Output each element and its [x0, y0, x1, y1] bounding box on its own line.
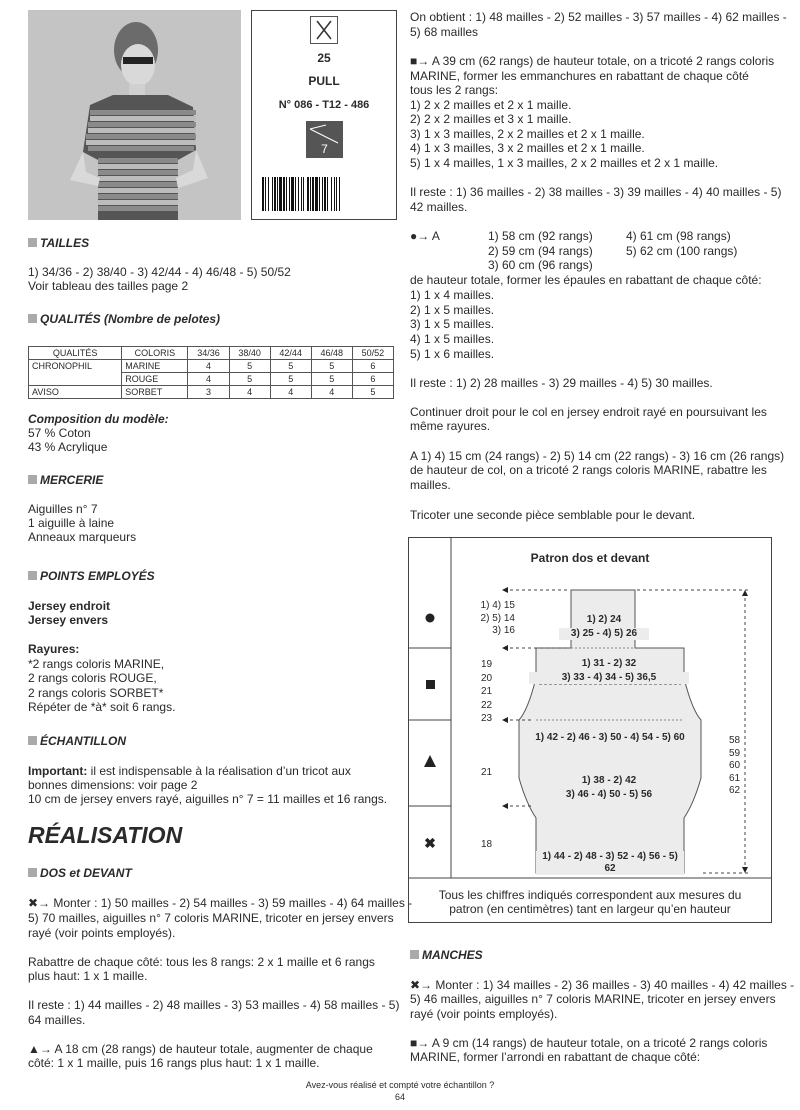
height-label: 20 — [481, 672, 493, 684]
table-cell — [29, 373, 122, 386]
height-labels-mid — [481, 658, 492, 726]
sizes-list: 1) 34/36 - 2) 38/40 - 3) 42/44 - 4) 46/48 - 5) 50/52 — [28, 265, 291, 279]
mercerie-item: Anneaux marqueurs — [28, 530, 137, 544]
instruction-line: Tricoter une seconde pièce semblable pour le devant. — [410, 508, 696, 522]
col-header: 46/48 — [311, 347, 352, 360]
composition-cotton: 57 % Coton — [28, 426, 91, 440]
instruction-line: Il reste : 1) 36 mailles - 2) 38 mailles - 3) 39 mailles - 4) 40 mailles - 5) — [410, 185, 782, 199]
col-header: 42/44 — [270, 347, 311, 360]
stripe-rule: 2 rangs coloris ROUGE, — [28, 671, 157, 685]
model-illustration — [28, 10, 241, 220]
instruction-line: Il reste : 1) 44 mailles - 2) 48 mailles - 3) 53 mailles - 4) 58 mailles - 5) — [28, 998, 400, 1012]
instruction-line: de hauteur totale, former les épaules en rabattant de chaque côté: — [410, 273, 762, 287]
instruction-line: ✖→ Monter : 1) 50 mailles - 2) 54 mailles - 3) 59 mailles - 4) 64 mailles - — [28, 896, 413, 910]
gauge-important — [28, 764, 394, 779]
height-label: 61 — [729, 772, 741, 784]
height-label: 18 — [481, 839, 493, 850]
instruction-line: ■→ A 9 cm (14 rangs) de hauteur totale, on a tricoté 2 rangs coloris — [410, 1036, 768, 1050]
height-label: 2) 5) 14 — [480, 612, 515, 624]
stitch-name: Jersey endroit — [28, 599, 111, 613]
gauge-text: bonnes dimensions: voir page 2 — [28, 778, 198, 792]
table-cell: 6 — [352, 373, 393, 386]
pattern-diagram — [408, 537, 772, 923]
height-label: 62 — [729, 785, 741, 796]
col-header: QUALITÉS — [29, 347, 122, 360]
instruction-line: rayé (voir points employés). — [28, 926, 176, 940]
caption-line: Tous les chiffres indiqués correspondent aux mesures du — [438, 888, 742, 902]
instruction-line: Il reste : 1) 2) 28 mailles - 3) 29 mailles - 4) 5) 30 mailles. — [410, 376, 713, 390]
footer-note: Avez-vous réalisé et compté votre échantillon ? — [305, 1080, 495, 1090]
height-label: 23 — [481, 713, 493, 724]
table-cell: 5 — [270, 373, 311, 386]
page-number: 64 — [394, 1092, 405, 1102]
important-label: Important: — [28, 764, 88, 778]
instruction-line: 3) 60 cm (96 rangs) — [488, 258, 593, 272]
table-row — [29, 360, 394, 373]
instruction-line: 5) 68 mailles — [410, 25, 479, 39]
instruction-line: A 1) 4) 15 cm (24 rangs) - 2) 5) 14 cm (22 rangs) - 3) 16 cm (26 rangs) — [410, 449, 785, 463]
barcode — [262, 177, 386, 211]
width-label: 3) 25 - 4) 5) 26 — [559, 628, 649, 640]
table-cell: 4 — [311, 386, 352, 399]
width-label: 3) 46 - 4) 50 - 5) 56 — [529, 789, 689, 801]
height-labels-top — [475, 600, 515, 638]
mercerie-item: Aiguilles n° 7 — [28, 502, 98, 516]
table-cell: 4 — [188, 360, 229, 373]
instruction-line: 1) 58 cm (92 rangs) — [488, 229, 593, 243]
circle-marker-icon — [426, 614, 435, 623]
instruction-line: 42 mailles. — [410, 200, 468, 214]
table-cell: 4 — [229, 386, 270, 399]
gauge-text: 10 cm de jersey envers rayé, aiguilles n° 7 = 11 mailles et 16 rangs. — [28, 792, 388, 806]
knitting-needles-icon — [310, 16, 338, 44]
garment-type: PULL — [308, 74, 340, 88]
col-header: 34/36 — [188, 347, 229, 360]
instruction-line: 5) 46 mailles, aiguilles n° 7 coloris MARINE, tricoter en jersey envers — [410, 992, 776, 1006]
width-label: 1) 2) 24 — [586, 614, 622, 625]
col-header: 50/52 — [352, 347, 393, 360]
height-label: 22 — [481, 699, 493, 711]
width-label: 1) 31 - 2) 32 — [581, 658, 637, 669]
table-cell: 5 — [270, 360, 311, 373]
width-label: 1) 42 - 2) 46 - 3) 50 - 4) 54 - 5) 60 — [522, 732, 698, 744]
table-cell: ROUGE — [122, 373, 188, 386]
height-label: 1) 4) 15 — [480, 600, 515, 611]
needle-size: 7 — [321, 142, 328, 156]
composition-title: Composition du modèle: — [28, 412, 169, 426]
stripe-rule: *2 rangs coloris MARINE, — [28, 657, 165, 671]
instruction-line: tous les 2 rangs: — [410, 83, 499, 97]
instruction-line: MARINE, former l’arrondi en rabattant de chaque côté: — [410, 1050, 701, 1064]
manches-heading: MANCHES — [410, 948, 483, 962]
instruction-line: 2) 59 cm (94 rangs) — [488, 244, 593, 258]
pattern-caption — [409, 888, 771, 916]
table-cell: MARINE — [122, 360, 188, 373]
pattern-title: Patron dos et devant — [530, 551, 650, 565]
col-header: COLORIS — [122, 347, 188, 360]
pattern-number: 25 — [317, 51, 331, 65]
instruction-line: rayé (voir points employés). — [410, 1007, 558, 1021]
table-row — [29, 386, 394, 399]
table-cell: 3 — [188, 386, 229, 399]
instruction-line: de hauteur de col, on a tricoté 2 rangs coloris MARINE, rabattre les — [410, 463, 767, 477]
instruction-line: 64 mailles. — [28, 1013, 86, 1027]
width-label: 3) 33 - 4) 34 - 5) 36,5 — [529, 672, 689, 684]
instruction-line: 5) 62 cm (100 rangs) — [626, 244, 738, 258]
instruction-line: 4) 1 x 3 mailles, 3 x 2 mailles et 2 x 1 maille. — [410, 141, 645, 155]
height-label: 3) 16 — [492, 625, 515, 636]
table-cell: SORBET — [122, 386, 188, 399]
reference-box — [251, 10, 397, 220]
points-heading: POINTS EMPLOYÉS — [28, 569, 155, 583]
instruction-line: ●→ A — [410, 229, 440, 243]
rayures-title: Rayures: — [28, 642, 80, 656]
instruction-line: 1) 1 x 4 mailles. — [410, 288, 495, 302]
cross-marker-icon: ✖ — [424, 835, 436, 851]
instruction-line: ■→ A 39 cm (62 rangs) de hauteur totale, on a tricoté 2 rangs coloris — [410, 54, 775, 68]
sizes-note: Voir tableau des tailles page 2 — [28, 279, 189, 293]
instruction-line: ✖→ Monter : 1) 34 mailles - 2) 36 mailles - 3) 40 mailles - 4) 42 mailles - — [410, 978, 795, 992]
height-label: 60 — [729, 760, 741, 771]
table-row — [29, 373, 394, 386]
instruction-line: plus haut: 1 x 1 maille. — [28, 969, 148, 983]
instruction-line: 1) 2 x 2 mailles et 2 x 1 maille. — [410, 98, 572, 112]
instruction-line: 2) 2 x 2 mailles et 3 x 1 maille. — [410, 112, 572, 126]
instruction-line: mailles. — [410, 478, 451, 492]
table-cell: 4 — [188, 373, 229, 386]
caption-line: patron (en centimètres) tant en largeur qu’en hauteur — [449, 902, 731, 916]
needle-size-badge — [306, 121, 343, 158]
instruction-line: 3) 1 x 3 mailles, 2 x 2 mailles et 2 x 1 maille. — [410, 127, 645, 141]
instruction-line: Rabattre de chaque côté: tous les 8 rangs: 2 x 1 maille et 6 rangs — [28, 955, 375, 969]
col-header: 38/40 — [229, 347, 270, 360]
height-labels-right — [729, 735, 740, 798]
mercerie-item: 1 aiguille à laine — [28, 516, 115, 530]
dos-devant-heading: DOS et DEVANT — [28, 866, 132, 880]
table-cell: 5 — [311, 360, 352, 373]
instruction-line: 3) 1 x 5 mailles. — [410, 317, 495, 331]
instruction-line: côté: 1 x 1 maille, puis 16 rangs plus haut: 1 x 1 maille. — [28, 1056, 320, 1070]
width-label: 1) 38 - 2) 42 — [581, 775, 637, 786]
instruction-line: même rayures. — [410, 419, 491, 433]
yarn-table — [28, 346, 394, 399]
width-label: 1) 44 - 2) 48 - 3) 52 - 4) 56 - 5) 62 — [536, 851, 684, 875]
instruction-line: 2) 1 x 5 mailles. — [410, 303, 495, 317]
instruction-line: 5) 1 x 6 mailles. — [410, 347, 495, 361]
table-cell: AVISO — [29, 386, 122, 399]
model-photo — [28, 10, 241, 220]
height-label: 19 — [481, 659, 493, 670]
instruction-line: 4) 1 x 5 mailles. — [410, 332, 495, 346]
square-marker-icon — [426, 680, 435, 689]
qualites-heading: QUALITÉS (Nombre de pelotes) — [28, 312, 220, 326]
instruction-line: 5) 70 mailles, aiguilles n° 7 coloris MARINE, tricoter en jersey envers — [28, 911, 394, 925]
echantillon-heading: ÉCHANTILLON — [28, 734, 126, 748]
composition-acrylic: 43 % Acrylique — [28, 440, 108, 454]
stitch-name: Jersey envers — [28, 613, 109, 627]
instruction-line: 4) 61 cm (98 rangs) — [626, 229, 731, 243]
reference-code: N° 086 - T12 - 486 — [278, 99, 370, 111]
height-label: 58 — [729, 735, 741, 746]
height-label: 59 — [729, 747, 741, 759]
stripe-rule: Répéter de *à* soit 6 rangs. — [28, 700, 176, 714]
table-cell: 5 — [352, 386, 393, 399]
table-cell: 5 — [229, 373, 270, 386]
height-label: 21 — [481, 767, 493, 778]
gauge-text: il est indispensable à la réalisation d’un tricot aux — [87, 764, 351, 778]
instruction-line: On obtient : 1) 48 mailles - 2) 52 mailles - 3) 57 mailles - 4) 62 mailles - — [410, 10, 787, 24]
tailles-heading: TAILLES — [28, 236, 89, 250]
table-cell: 5 — [229, 360, 270, 373]
mercerie-heading: MERCERIE — [28, 473, 103, 487]
table-cell: CHRONOPHIL — [29, 360, 122, 373]
instruction-line: 5) 1 x 4 mailles, 1 x 3 mailles, 2 x 2 mailles et 2 x 1 maille. — [410, 156, 719, 170]
height-label: 21 — [481, 686, 493, 697]
stripe-rule: 2 rangs coloris SORBET* — [28, 686, 164, 700]
instruction-line: MARINE, former les emmanchures en rabattant de chaque côté — [410, 69, 749, 83]
table-cell: 5 — [311, 373, 352, 386]
triangle-marker-icon — [424, 755, 436, 767]
table-cell: 4 — [270, 386, 311, 399]
table-cell: 6 — [352, 360, 393, 373]
instruction-line: Continuer droit pour le col en jersey endroit rayé en poursuivant les — [410, 405, 767, 419]
instruction-line: ▲→ A 18 cm (28 rangs) de hauteur totale, augmenter de chaque — [28, 1042, 373, 1056]
realisation-title: RÉALISATION — [28, 822, 183, 848]
